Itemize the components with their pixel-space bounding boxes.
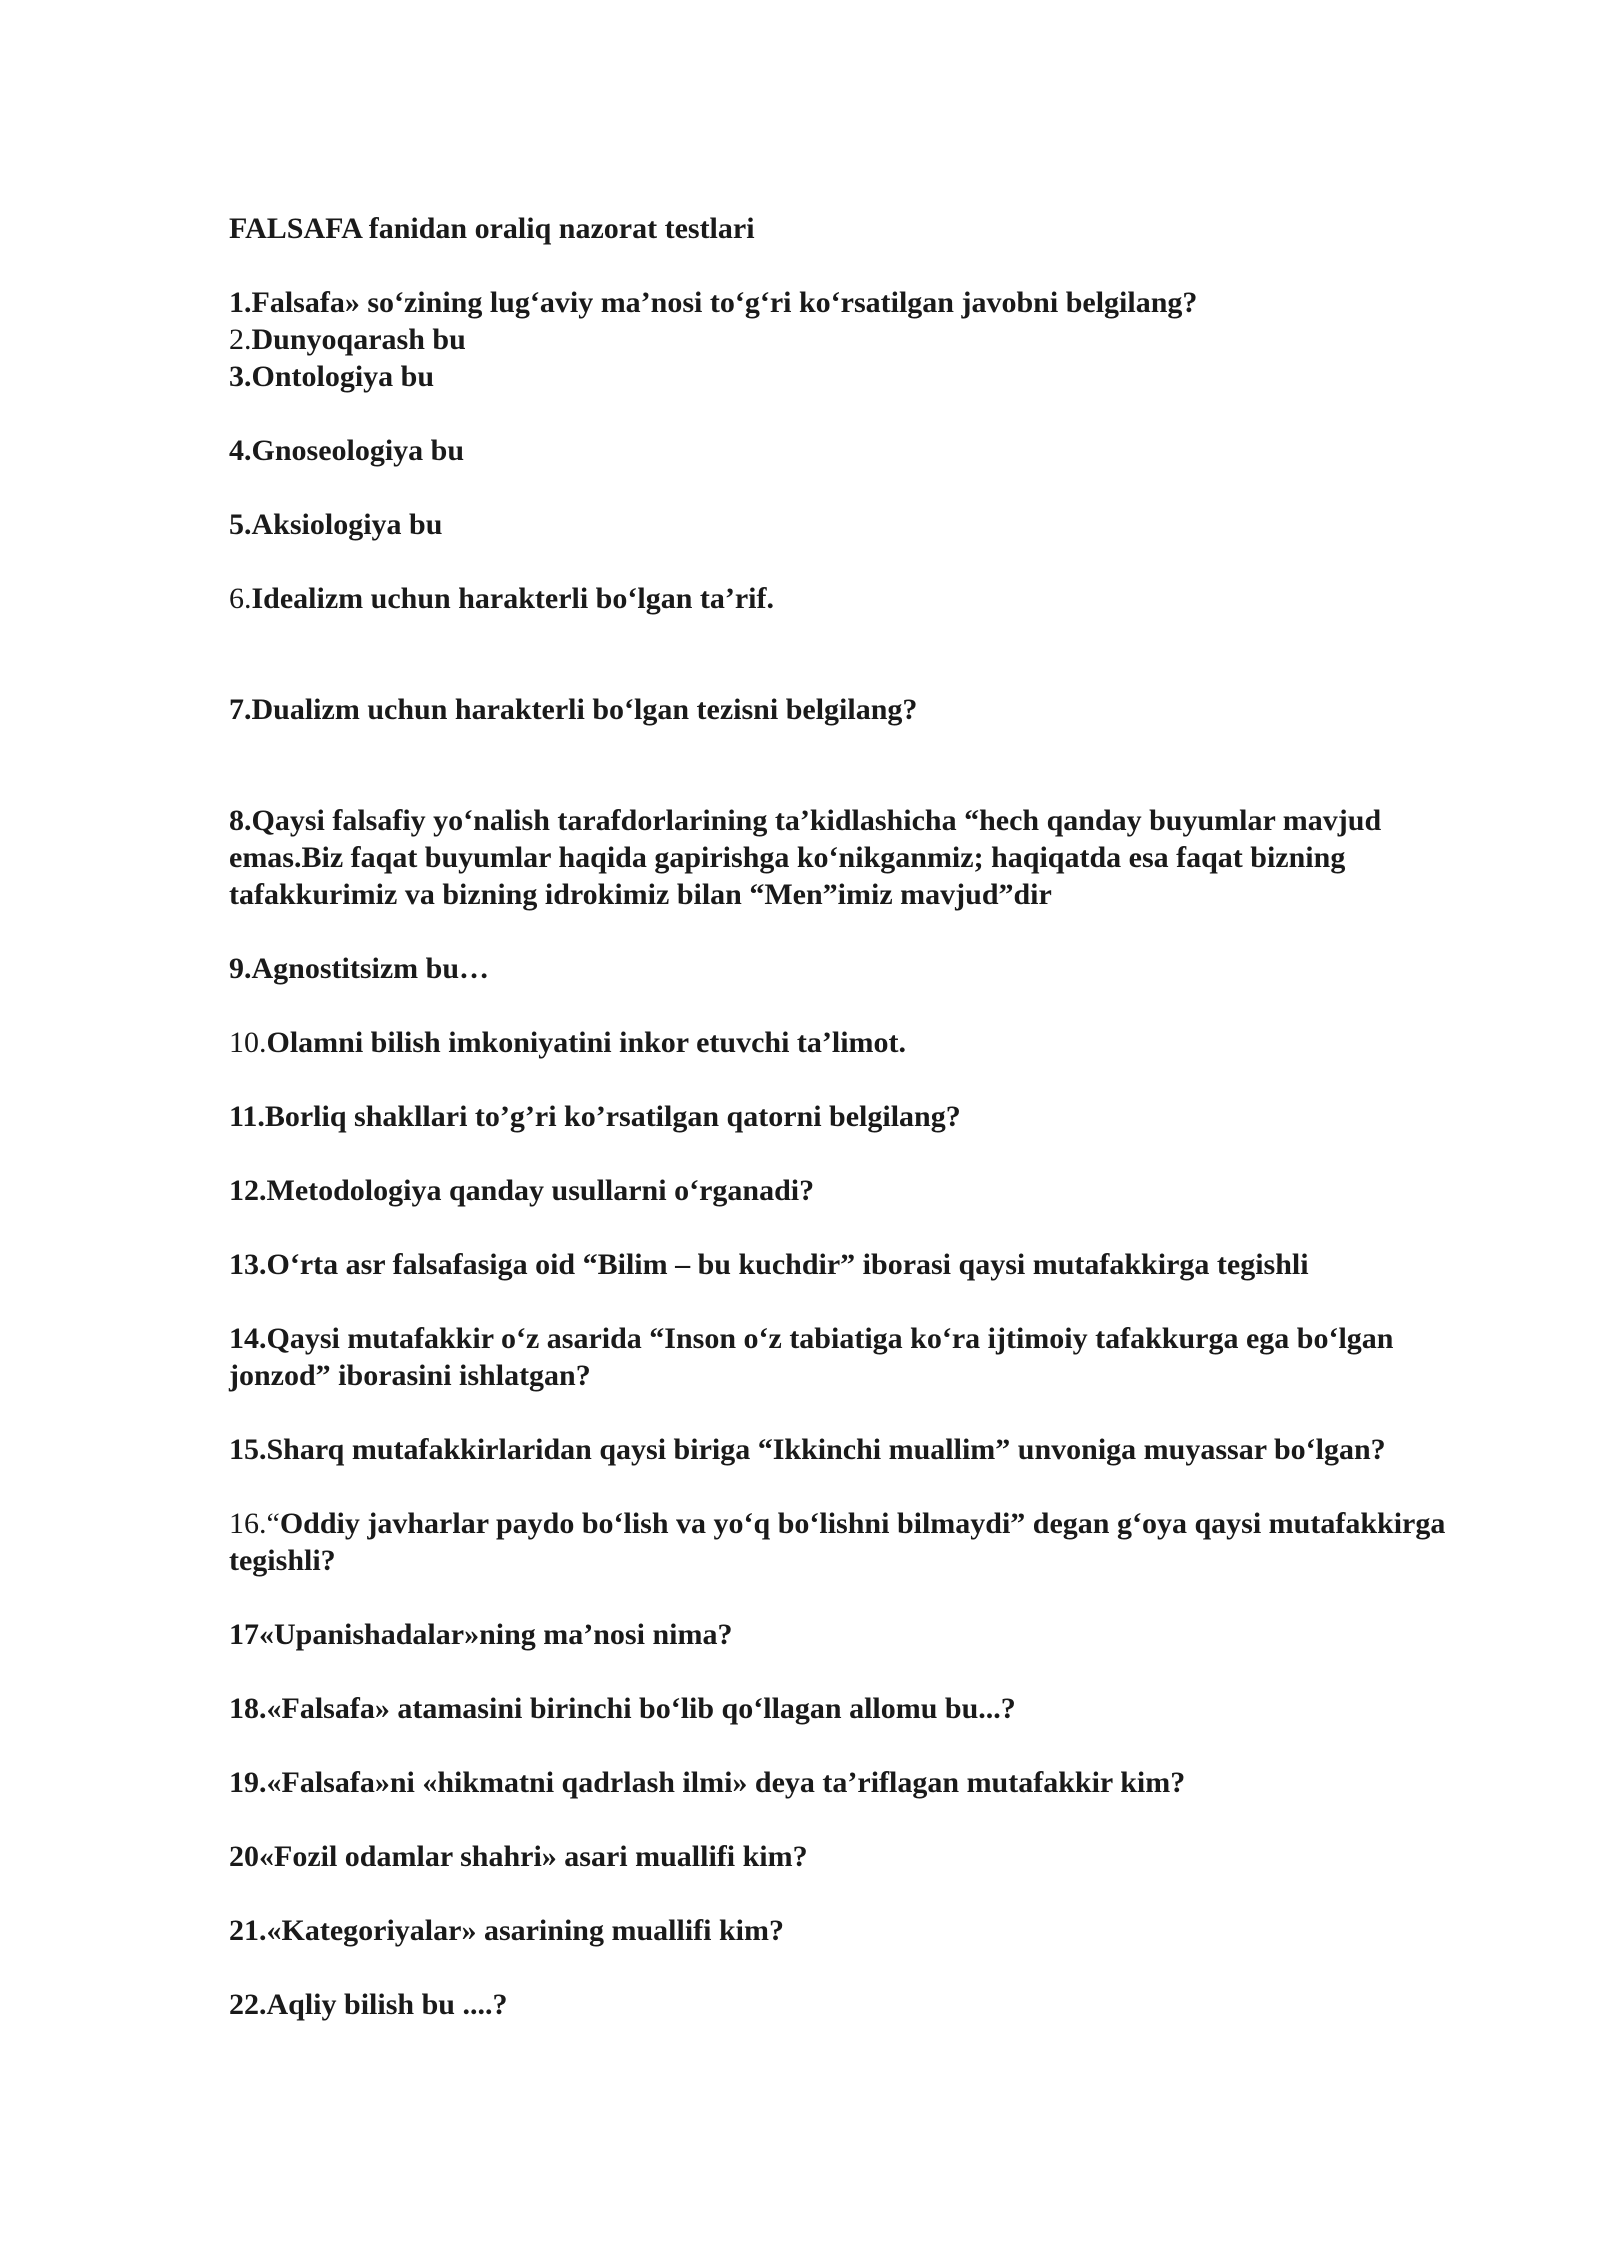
question-7 (229, 691, 1499, 728)
question-text: «Fozil odamlar shahri» asari muallifi kim? (259, 1840, 808, 1873)
question-number: 12. (229, 1174, 267, 1207)
question-number: 18. (229, 1692, 267, 1725)
question-number: 8. (229, 804, 252, 837)
question-8 (229, 802, 1499, 913)
question-17 (229, 1616, 1499, 1653)
question-number: 14. (229, 1322, 267, 1355)
question-text: «Upanishadalar»ning ma’nosi nima? (259, 1618, 733, 1651)
question-text: Gnoseologiya bu (251, 434, 465, 467)
question-number: 20 (229, 1840, 259, 1873)
question-number: 7. (229, 693, 252, 726)
question-12 (229, 1172, 1499, 1209)
question-text: Borliq shakllari to’g’ri ko’rsatilgan qatorni belgilang? (264, 1100, 961, 1133)
document-title: FALSAFA fanidan oraliq nazorat testlari (229, 212, 755, 245)
question-text: O‘rta asr falsafasiga oid “Bilim – bu kuchdir” iborasi qaysi mutafakkirga tegishli (266, 1248, 1309, 1281)
question-number: 6. (229, 582, 252, 615)
question-14 (229, 1320, 1499, 1394)
question-2 (229, 321, 1499, 358)
question-number: 22. (229, 1988, 267, 2021)
question-text: Olamni bilish imkoniyatini inkor etuvchi ta’limot. (266, 1026, 907, 1059)
question-11 (229, 1098, 1499, 1135)
question-21 (229, 1912, 1499, 1949)
question-number: 15. (229, 1433, 267, 1466)
document-body (229, 210, 1499, 2060)
question-16 (229, 1505, 1499, 1579)
question-text: Oddiy javharlar paydo bo‘lish va yo‘q bo‘lishni bilmaydi” degan g‘oya qaysi mutafakkirga tegishli? (229, 1507, 1446, 1577)
question-20 (229, 1838, 1499, 1875)
question-number: 9. (229, 952, 252, 985)
question-text: Falsafa» so‘zining lug‘aviy ma’nosi to‘g‘ri ko‘rsatilgan javobni belgilang? (251, 286, 1198, 319)
question-10 (229, 1024, 1499, 1061)
question-text: «Falsafa» atamasini birinchi bo‘lib qo‘llagan allomu bu...? (266, 1692, 1016, 1725)
question-text: Dunyoqarash bu (251, 323, 466, 356)
question-1 (229, 284, 1499, 321)
question-19 (229, 1764, 1499, 1801)
question-text: «Falsafa»ni «hikmatni qadrlash ilmi» deya ta’riflagan mutafakkir kim? (266, 1766, 1186, 1799)
question-22 (229, 1986, 1499, 2023)
question-text: Qaysi falsafiy yo‘nalish tarafdorlarining ta’kidlashicha “hech qanday buyumlar mavjud emas.Biz faqat buyumlar haqida gapirishga ko‘nikganmiz; haqiqatda esa faqat bizning tafakkurimiz va bizning idrokimiz bilan “Men”imiz mavjud”dir (229, 804, 1382, 911)
question-text: Metodologiya qanday usullarni o‘rganadi? (266, 1174, 815, 1207)
question-text: Aqliy bilish bu ....? (266, 1988, 508, 2021)
question-text: Idealizm uchun harakterli bo‘lgan ta’rif. (251, 582, 774, 615)
question-number: 1. (229, 286, 252, 319)
question-text: Aksiologiya bu (251, 508, 443, 541)
question-number: 19. (229, 1766, 267, 1799)
question-text: Dualizm uchun harakterli bo‘lgan tezisni belgilang? (251, 693, 918, 726)
question-text: Qaysi mutafakkir o‘z asarida “Inson o‘z tabiatiga ko‘ra ijtimoiy tafakkurga ega bo‘lgan jonzod” iborasini ishlatgan? (229, 1322, 1394, 1392)
question-number: 3. (229, 360, 252, 393)
question-number: 13. (229, 1248, 267, 1281)
question-number: 5. (229, 508, 252, 541)
question-4 (229, 432, 1499, 469)
question-number: 11. (229, 1100, 265, 1133)
question-text: Agnostitsizm bu… (251, 952, 490, 985)
question-6 (229, 580, 1499, 617)
question-18 (229, 1690, 1499, 1727)
question-number: 17 (229, 1618, 259, 1651)
question-number: 2. (229, 323, 252, 356)
question-text: Ontologiya bu (251, 360, 435, 393)
question-5 (229, 506, 1499, 543)
question-13 (229, 1246, 1499, 1283)
question-number: 21. (229, 1914, 267, 1947)
question-9 (229, 950, 1499, 987)
question-number: 16.“ (229, 1507, 280, 1540)
question-text: Sharq mutafakkirlaridan qaysi biriga “Ikkinchi muallim” unvoniga muyassar bo‘lgan? (266, 1433, 1386, 1466)
question-number: 4. (229, 434, 252, 467)
question-3 (229, 358, 1499, 395)
question-number: 10. (229, 1026, 267, 1059)
question-15 (229, 1431, 1499, 1468)
question-text: «Kategoriyalar» asarining muallifi kim? (266, 1914, 784, 1947)
